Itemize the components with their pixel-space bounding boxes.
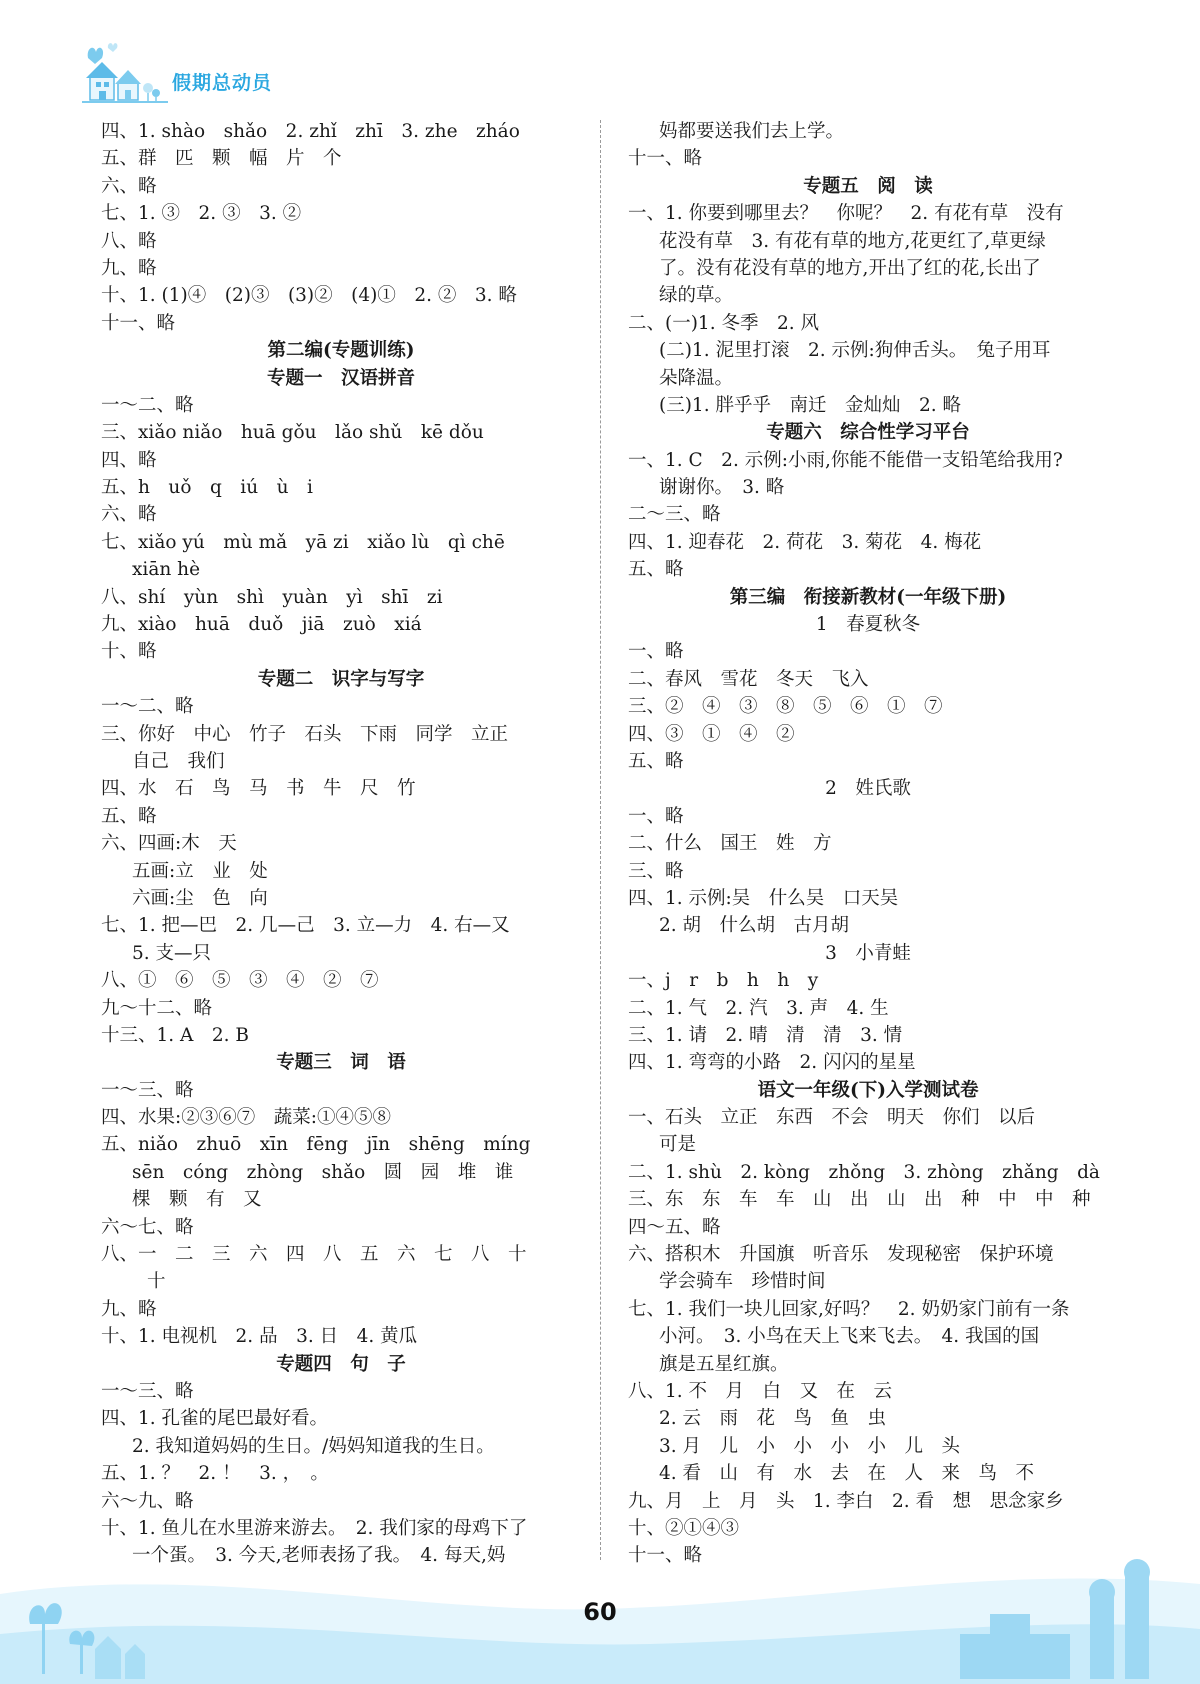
page-number: 60 — [583, 1598, 617, 1626]
answer-line: 2. 我知道妈妈的生日。/妈妈知道我的生日。 — [132, 1435, 495, 1457]
answer-line: 十、1. (1)④ (2)③ (3)② (4)① 2. ② 3. 略 — [101, 285, 517, 307]
answer-line: 四、1. 弯弯的小路 2. 闪闪的星星 — [628, 1052, 916, 1074]
answer-line: 八、略 — [101, 230, 157, 252]
answer-line: 专题五 阅 读 — [803, 175, 933, 197]
answer-line: 2 姓氏歌 — [825, 778, 911, 800]
answer-line: 七、1. 把—巴 2. 几—己 3. 立—力 4. 右—又 — [101, 915, 510, 937]
answer-line: 四、③ ① ④ ② — [628, 723, 795, 745]
answer-line: 棵 颗 有 又 — [132, 1189, 262, 1211]
answer-line: 一～二、略 — [101, 394, 194, 416]
answer-line: 三、② ④ ③ ⑧ ⑤ ⑥ ① ⑦ — [628, 696, 943, 718]
answer-line: 四、略 — [101, 449, 157, 471]
answer-line: 妈都要送我们去上学。 — [659, 121, 845, 142]
answer-line: 了。没有花没有草的地方,开出了红的花,长出了 — [659, 257, 1041, 279]
answer-line: 学会骑车 珍惜时间 — [659, 1271, 826, 1293]
answer-line: 六、略 — [101, 175, 157, 197]
answer-line: 三、东 东 车 车 山 出 山 出 种 中 中 种 — [628, 1189, 1091, 1211]
answer-line: 一、1. 你要到哪里去？ 你呢？ 2. 有花有草 没有 — [628, 203, 1064, 225]
answer-line: 专题六 综合性学习平台 — [766, 422, 970, 444]
answer-line: 1 春夏秋冬 — [815, 614, 921, 636]
answer-line: 六、四画:木 天 — [101, 833, 237, 855]
answer-line: 三、xiǎo niǎo huā gǒu lǎo shǔ kē dǒu — [101, 422, 484, 444]
answer-line: 朵降温。 — [659, 367, 734, 389]
answer-line: 一、1. C 2. 示例:小雨,你能不能借一支铅笔给我用? — [628, 449, 1063, 471]
answer-line: 五、略 — [628, 559, 684, 581]
answer-line: 一、略 — [628, 641, 684, 663]
answer-line: 二、(一)1. 冬季 2. 风 — [628, 312, 819, 334]
answer-line: 谢谢你。 3. 略 — [659, 477, 785, 499]
answer-line: 十一、略 — [628, 1545, 703, 1567]
answer-line: 一、石头 立正 东西 不会 明天 你们 以后 — [628, 1107, 1036, 1129]
answer-line: 绿的草。 — [659, 285, 734, 307]
answer-line: 四、1. 孔雀的尾巴最好看。 — [101, 1408, 329, 1430]
answer-line: 自己 我们 — [132, 750, 225, 772]
answer-line: 七、1. 我们一块儿回家,好吗？ 2. 奶奶家门前有一条 — [628, 1298, 1070, 1320]
answer-line: 九、月 上 月 头 1. 李白 2. 看 想 思念家乡 — [628, 1490, 1064, 1512]
answer-line: 十、1. 鱼儿在水里游来游去。 2. 我们家的母鸡下了 — [101, 1517, 528, 1539]
answer-line: 3 小青蛙 — [825, 942, 911, 964]
answer-line: 五、略 — [101, 805, 157, 827]
right-answer-column — [628, 118, 1108, 1570]
answer-line: 三、你好 中心 竹子 石头 下雨 同学 立正 — [101, 723, 509, 745]
answer-line: 语文一年级(下)入学测试卷 — [757, 1079, 979, 1101]
answer-line: (三)1. 胖乎乎 南迁 金灿灿 2. 略 — [659, 394, 961, 416]
answer-line: 3. 月 儿 小 小 小 小 儿 头 — [659, 1435, 961, 1457]
answer-line: 六～七、略 — [101, 1216, 194, 1238]
answer-line: 一～三、略 — [101, 1380, 194, 1402]
answer-line: 三、1. 请 2. 晴 清 清 3. 情 — [628, 1024, 903, 1046]
answer-line: 二、1. 气 2. 汽 3. 声 4. 生 — [628, 997, 889, 1019]
answer-line: 第三编 衔接新教材(一年级下册) — [729, 586, 1007, 608]
answer-line: 六画:尘 色 向 — [132, 887, 268, 909]
answer-line: 专题二 识字与写字 — [257, 668, 425, 690]
answer-line: 二、1. shù 2. kòng zhǒng 3. zhòng zhǎng dà — [628, 1161, 1100, 1183]
answer-line: 专题四 句 子 — [276, 1353, 406, 1375]
answer-line: 四、水 石 鸟 马 书 牛 尺 竹 — [101, 778, 416, 800]
answer-line: 九、xiào huā duǒ jiā zuò xiá — [101, 614, 422, 636]
answer-line: 六、搭积木 升国旗 听音乐 发现秘密 保护环境 — [628, 1244, 1054, 1266]
answer-line: 七、xiǎo yú mù mǎ yā zi xiǎo lù qì chē — [101, 531, 505, 553]
answer-line: 三、略 — [628, 860, 684, 882]
answer-line: 九～十二、略 — [101, 997, 213, 1019]
answer-line: 五、h uǒ q iú ù i — [101, 477, 313, 499]
answer-line: 十 — [147, 1271, 166, 1293]
answer-line: sēn cóng zhòng shǎo 圆 园 堆 谁 — [132, 1161, 514, 1183]
answer-line: 四、1. 示例:吴 什么吴 口天吴 — [628, 887, 899, 909]
answer-line: 四～五、略 — [628, 1216, 721, 1238]
answer-line: 四、1. 迎春花 2. 荷花 3. 菊花 4. 梅花 — [628, 531, 982, 553]
answer-line: 2. 胡 什么胡 古月胡 — [659, 915, 850, 937]
answer-line: 五、群 匹 颗 幅 片 个 — [101, 148, 342, 170]
answer-line: 第二编(专题训练) — [267, 340, 415, 362]
answer-line: 八、一 二 三 六 四 八 五 六 七 八 十 — [101, 1244, 527, 1266]
answer-line: 八、shí yùn shì yuàn yì shī zi — [101, 586, 443, 608]
answer-line: 4. 看 山 有 水 去 在 人 来 鸟 不 — [659, 1463, 1035, 1485]
answer-line: 二、什么 国王 姓 方 — [628, 833, 832, 855]
answer-line: 花没有草 3. 有花有草的地方,花更红了,草更绿 — [659, 230, 1046, 252]
answer-line: 五、1. ？ 2. ！ 3. ， 。 — [101, 1463, 329, 1485]
answer-line: 一～二、略 — [101, 696, 194, 718]
answer-line: xiān hè — [132, 559, 201, 581]
answer-line: 十、1. 电视机 2. 品 3. 日 4. 黄瓜 — [101, 1326, 418, 1348]
answer-line: 五、略 — [628, 750, 684, 772]
answer-line: 四、水果:②③⑥⑦ 蔬菜:①④⑤⑧ — [101, 1107, 391, 1129]
answer-line: 八、1. 不 月 白 又 在 云 — [628, 1380, 893, 1402]
answer-line: 旗是五星红旗。 — [659, 1353, 789, 1375]
answer-line: 十三、1. A 2. B — [101, 1024, 250, 1046]
answer-line: 七、1. ③ 2. ③ 3. ② — [101, 203, 302, 225]
answer-line: 一、j r b h h y — [628, 970, 819, 992]
answer-line: 五画:立 业 处 — [132, 860, 268, 882]
answer-line: 一、略 — [628, 805, 684, 827]
answer-line: 一～三、略 — [101, 1079, 194, 1101]
answer-line: 2. 云 雨 花 鸟 鱼 虫 — [659, 1408, 887, 1430]
answer-line: 四、1. shào shǎo 2. zhǐ zhī 3. zhe zháo — [101, 121, 520, 142]
column-divider — [600, 120, 601, 1560]
answer-line: 五、niǎo zhuō xīn fēng jīn shēng míng — [101, 1134, 531, 1156]
answer-line: 十、②①④③ — [628, 1517, 740, 1539]
answer-line: 专题一 汉语拼音 — [266, 367, 415, 389]
answer-line: 二、春风 雪花 冬天 飞入 — [628, 668, 869, 690]
page-header — [80, 38, 400, 104]
answer-line: 九、略 — [101, 257, 157, 279]
answer-line: 六、略 — [101, 504, 157, 526]
answer-line: 六～九、略 — [101, 1490, 194, 1512]
answer-line: 5. 支—只 — [132, 942, 212, 964]
answer-line: (二)1. 泥里打滚 2. 示例:狗伸舌头。 兔子用耳 — [659, 340, 1051, 362]
answer-line: 八、① ⑥ ⑤ ③ ④ ② ⑦ — [101, 970, 379, 992]
answer-line: 十一、略 — [101, 312, 176, 334]
answer-line: 可是 — [659, 1134, 697, 1156]
answer-line: 九、略 — [101, 1298, 157, 1320]
header-title: 假期总动员 — [172, 72, 273, 94]
answer-line: 一个蛋。 3. 今天,老师表扬了我。 4. 每天,妈 — [132, 1545, 506, 1567]
answer-line: 十一、略 — [628, 148, 703, 170]
left-answer-column — [101, 118, 581, 1570]
answer-line: 专题三 词 语 — [276, 1052, 406, 1074]
answer-line: 二～三、略 — [628, 504, 721, 526]
house-logo-icon — [80, 38, 170, 104]
answer-line: 十、略 — [101, 641, 157, 663]
answer-line: 小河。 3. 小鸟在天上飞来飞去。 4. 我国的国 — [659, 1326, 1040, 1348]
